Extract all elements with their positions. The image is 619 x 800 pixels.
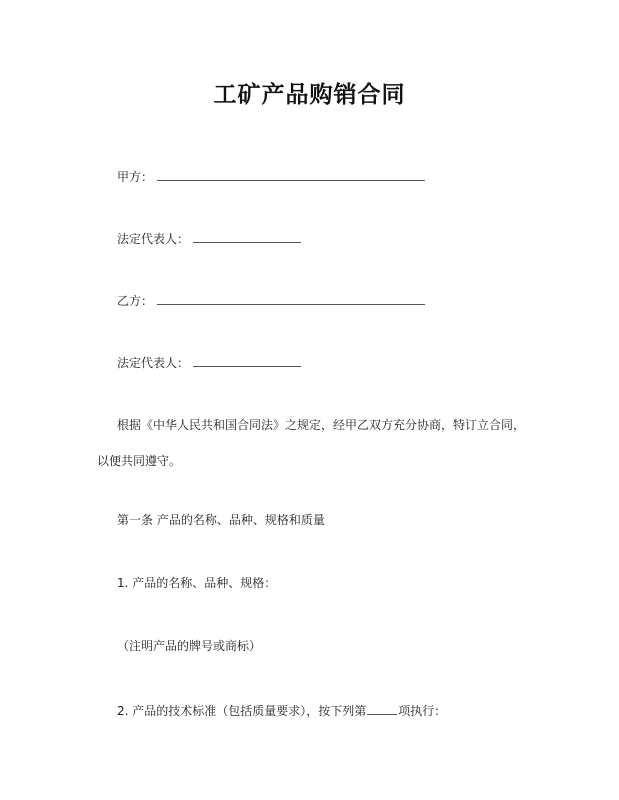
- party-b-representative-label: 法定代表人：: [117, 356, 190, 370]
- article-1-item-1-note: （注明产品的牌号或商标）: [117, 639, 262, 653]
- party-b-representative-blank[interactable]: [193, 354, 301, 367]
- article-1-item-1: 1. 产品的名称、品种、规格：: [117, 576, 277, 590]
- party-b-row: [117, 292, 425, 309]
- article-1-item-2: [117, 702, 446, 719]
- party-a-representative-row: [117, 230, 301, 247]
- article-1-item-2-suffix: 项执行：: [398, 704, 447, 718]
- preamble-line-1: 根据《中华人民共和国合同法》之规定，经甲乙双方充分协商，特订立合同，: [117, 418, 526, 432]
- party-a-representative-blank[interactable]: [193, 230, 301, 243]
- party-b-label: 乙方：: [117, 294, 154, 308]
- party-b-blank[interactable]: [157, 292, 425, 305]
- document-title: 工矿产品购销合同: [213, 82, 406, 108]
- article-1-heading: 第一条 产品的名称、品种、规格和质量: [117, 513, 325, 527]
- party-a-blank[interactable]: [157, 168, 425, 181]
- party-a-label: 甲方：: [117, 170, 154, 184]
- article-1-item-2-prefix: 2. 产品的技术标准（包括质量要求），按下列第: [117, 704, 367, 718]
- article-1-item-2-blank[interactable]: [367, 702, 397, 715]
- party-a-row: [117, 168, 425, 185]
- party-b-representative-row: [117, 354, 301, 371]
- preamble-line-2: 以便共同遵守。: [97, 454, 182, 468]
- party-a-representative-label: 法定代表人：: [117, 232, 190, 246]
